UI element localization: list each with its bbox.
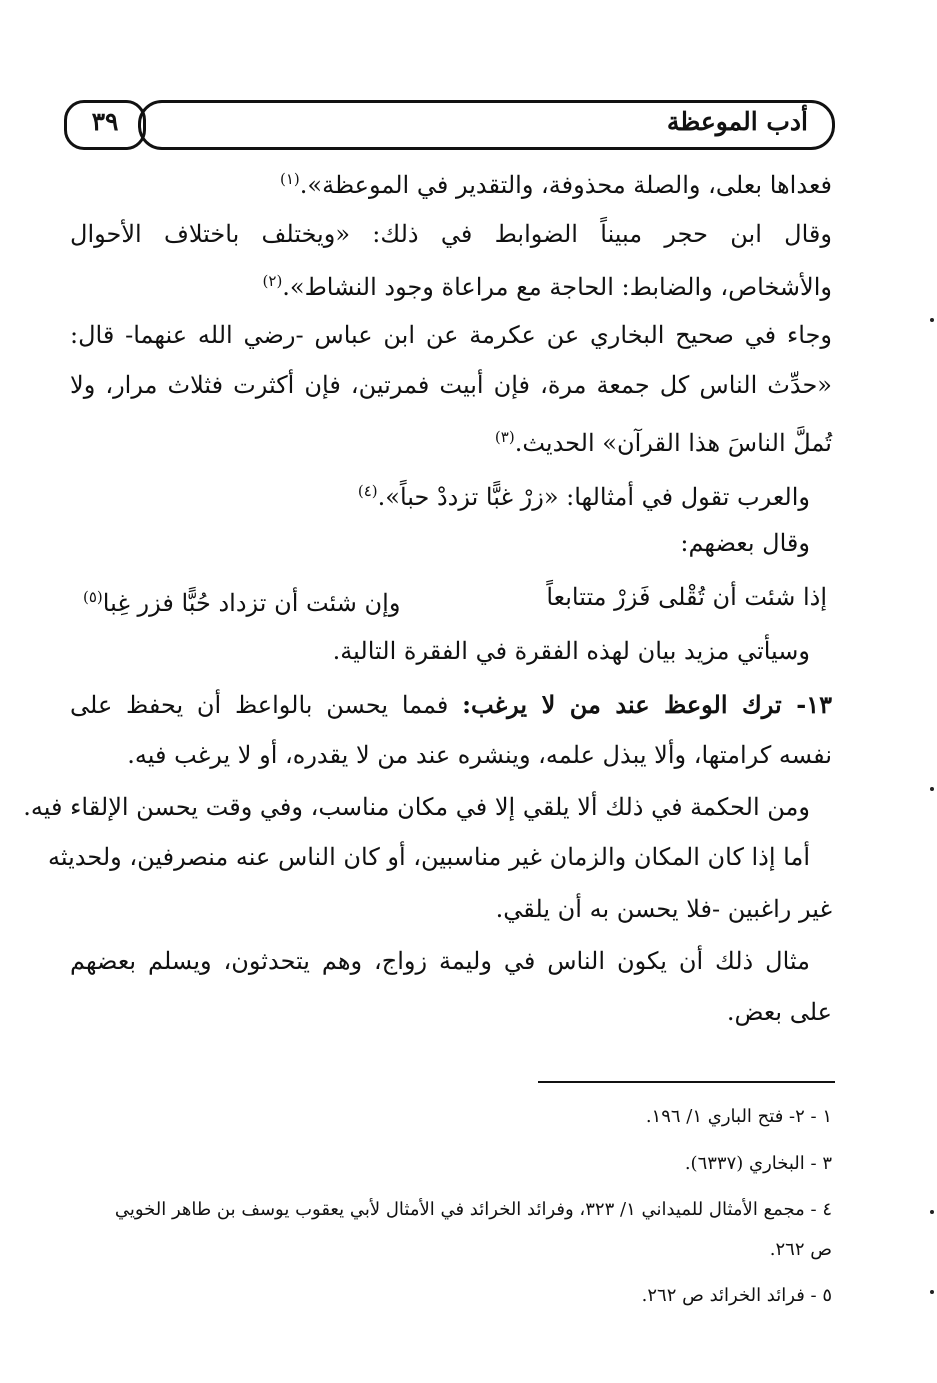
footnote-1: ١ - ٢- فتح الباري ١/ ١٩٦. <box>645 1106 832 1127</box>
text-line-3 <box>70 264 832 304</box>
text-line-4: وجاء في صحيح البخاري عن عكرمة عن ابن عباس -رضي الله عنهما- قال: <box>70 321 832 349</box>
text-line-7 <box>70 474 832 514</box>
text: فعداها بعلى، والصلة محذوفة، والتقدير في الموعظة». <box>299 171 832 199</box>
footnote-ref: (٢) <box>262 272 283 290</box>
text: تُملَّ الناسَ هذا القرآن» الحديث. <box>514 429 832 457</box>
page-number: ٣٩ <box>91 107 119 136</box>
text: والعرب تقول في أمثالها: «زرْ غبًّا تزددْ حباً». <box>377 483 810 511</box>
text: فمما يحسن بالواعظ أن يحفظ على <box>70 691 449 719</box>
text: والأشخاص، والضابط: الحاجة مع مراعاة وجود النشاط». <box>282 273 832 301</box>
footnote-ref: (٣) <box>494 428 515 446</box>
footnote-4: ٥ - فرائد الخرائد ص ٢٦٢. <box>641 1285 832 1306</box>
footnote-separator <box>538 1081 835 1083</box>
text-line-6 <box>70 420 832 460</box>
text-line-1 <box>70 162 832 202</box>
text-line-14: غير راغبين -فلا يحسن به أن يلقي. <box>495 895 832 923</box>
footnote-2: ٣ - البخاري (٦٣٣٧). <box>684 1153 832 1174</box>
text: وإن شئت أن تزداد حُبًّا فزر غِبا <box>102 589 401 617</box>
text-line-8: وقال بعضهم: <box>680 529 810 557</box>
header-title-frame <box>138 100 835 150</box>
scan-speck <box>930 318 934 322</box>
footnote-3-line-2: ص ٢٦٢. <box>769 1239 832 1260</box>
text-line-11: نفسه كرامتها، وألا يبذل علمه، وينشره عند من لا يقدره، أو لا يرغب فيه. <box>127 741 832 769</box>
footnote-ref: (٤) <box>357 482 378 500</box>
footnote-ref: (١) <box>280 170 300 188</box>
scan-speck <box>930 1210 934 1214</box>
verse-first-hemistich: إذا شئت أن تُقْلى فَزرْ متتابعاً <box>546 583 827 611</box>
verse-second-hemistich <box>80 580 400 620</box>
footnote-3-line-1: ٤ - مجمع الأمثال للميداني ١/ ٣٢٣، وفرائد الخرائد في الأمثال لأبي يعقوب يوسف بن طاهر الخويي <box>114 1199 832 1220</box>
scan-speck <box>930 1290 934 1294</box>
text-line-12: ومن الحكمة في ذلك ألا يلقي إلا في مكان مناسب، وفي وقت يحسن الإلقاء فيه. <box>23 793 810 821</box>
section-heading: ١٣- ترك الوعظ عند من لا يرغب: <box>462 690 832 719</box>
page-number-frame <box>64 100 146 150</box>
text-line-13: أما إذا كان المكان والزمان غير مناسبين، أو كان الناس عنه منصرفين، ولحديثه <box>47 843 810 871</box>
text-line-2: وقال ابن حجر مبيناً الضوابط في ذلك: «ويختلف باختلاف الأحوال <box>70 220 832 248</box>
scan-speck <box>930 787 934 791</box>
text-line-16: على بعض. <box>726 998 832 1026</box>
text-line-5: «حدِّث الناس كل جمعة مرة، فإن أبيت فمرتين، فإن أكثرت فثلاث مرار، ولا <box>70 371 832 399</box>
running-title: أدب الموعظة <box>666 107 808 136</box>
text-line-10 <box>70 688 832 722</box>
text-line-15: مثال ذلك أن يكون الناس في وليمة زواج، وهم يتحدثون، ويسلم بعضهم <box>70 947 810 975</box>
text-line-9: وسيأتي مزيد بيان لهذه الفقرة في الفقرة التالية. <box>332 637 810 665</box>
footnote-ref: (٥) <box>83 588 103 606</box>
